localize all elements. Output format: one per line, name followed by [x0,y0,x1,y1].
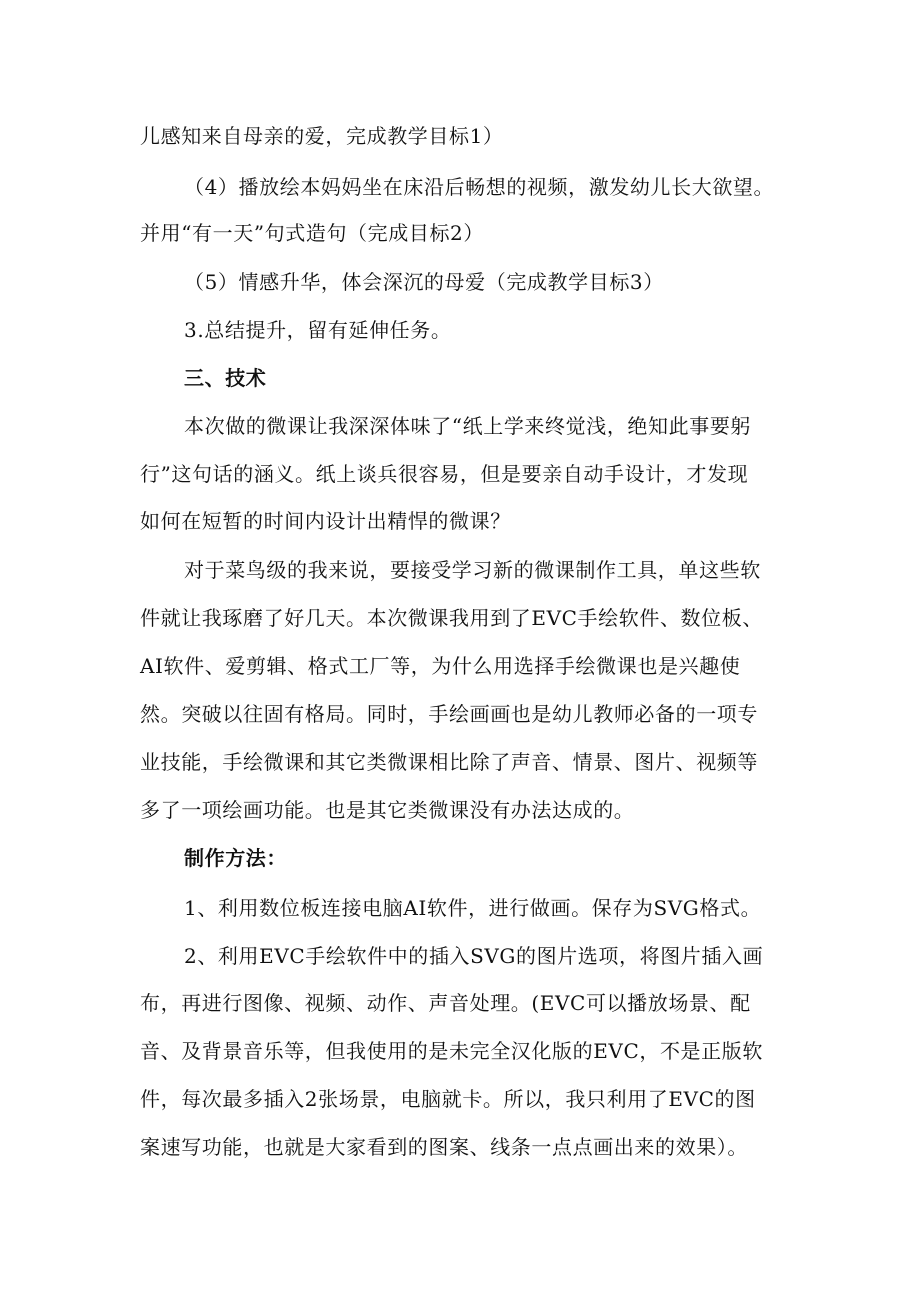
text-line: 行”这句话的涵义。纸上谈兵很容易，但是要亲自动手设计，才发现 [140,462,749,486]
text-line: 业技能，手绘微课和其它类微课相比除了声音、情景、图片、视频等 [140,750,758,774]
text-line: 布，再进行图像、视频、动作、声音处理。(EVC可以播放场景、配 [140,991,751,1015]
text-line: 件，每次最多插入2张场景，电脑就卡。所以，我只利用了EVC的图 [140,1087,756,1111]
section-heading: 制作方法： [184,846,287,870]
text-line: 件就让我琢磨了好几天。本次微课我用到了EVC手绘软件、数位板、 [140,606,763,630]
text-line: 然。突破以往固有格局。同时，手绘画画也是幼儿教师必备的一项专 [140,702,758,726]
text-line: 本次做的微课让我深深体味了“纸上学来终觉浅，绝知此事要躬 [184,414,752,438]
text-line: 并用“有一天”句式造句（完成目标2） [140,221,484,245]
text-line: 3.总结提升，留有延伸任务。 [184,318,452,342]
text-line: 案速写功能，也就是大家看到的图案、线条一点点画出来的效果）。 [140,1135,748,1159]
text-line: 儿感知来自母亲的爱，完成教学目标1） [140,124,504,148]
text-line: （4）播放绘本妈妈坐在床沿后畅想的视频，激发幼儿长大欲望。 [184,175,775,199]
text-line: 如何在短暂的时间内设计出精悍的微课？ [140,509,511,533]
text-line: 2、利用EVC手绘软件中的插入SVG的图片选项，将图片插入画 [184,944,764,968]
section-heading: 三、技术 [184,366,267,390]
text-line: 多了一项绘画功能。也是其它类微课没有办法达成的。 [140,798,635,822]
text-line: 对于菜鸟级的我来说，要接受学习新的微课制作工具，单这些软 [184,558,761,582]
text-line: 1、利用数位板连接电脑AI软件，进行做画。保存为SVG格式。 [184,896,762,920]
text-line: AI软件、爱剪辑、格式工厂等，为什么用选择手绘微课也是兴趣使 [140,654,741,678]
text-line: 音、及背景音乐等，但我使用的是未完全汉化版的EVC，不是正版软 [140,1039,763,1063]
text-line: （5）情感升华，体会深沉的母爱（完成教学目标3） [184,270,664,294]
